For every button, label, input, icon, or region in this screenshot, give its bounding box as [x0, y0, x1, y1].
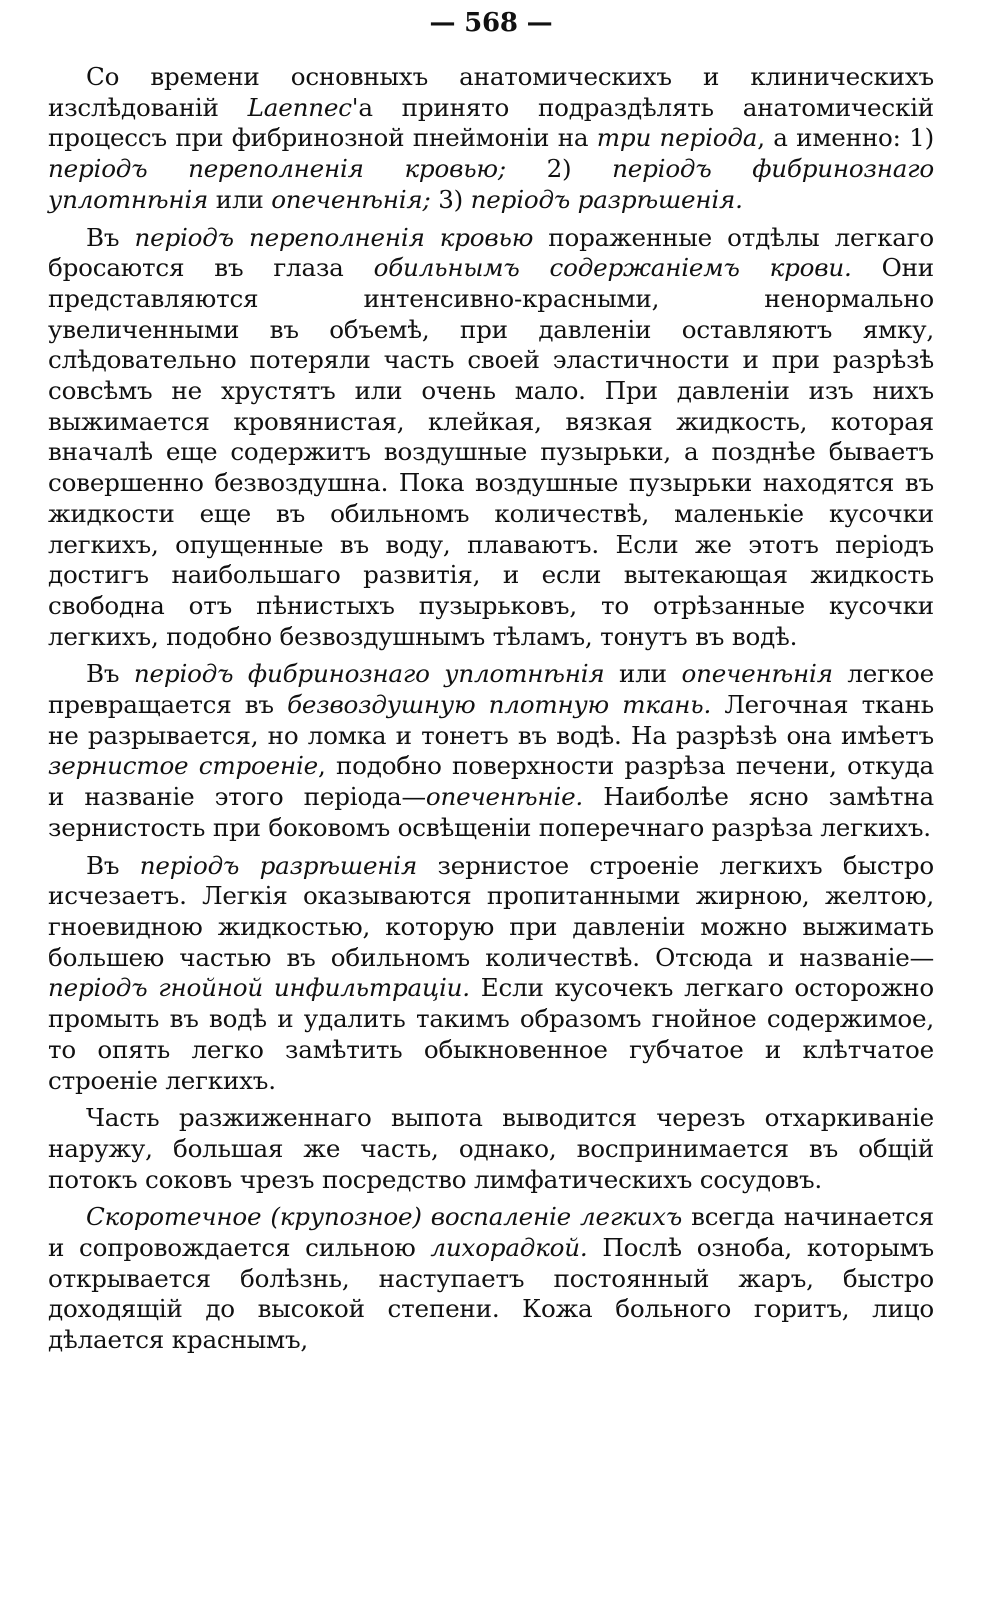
text-run: Послѣ озноба, которымъ открывается болѣзнь, наступаетъ постоянный жаръ, быстро доходящій до высокой степени. Кожа больного горитъ, лицо дѣлается краснымъ, [48, 1233, 934, 1355]
text-run: , а именно: 1) [757, 123, 934, 153]
text-run: , подобно поверхности разрѣза печени, откуда и названіе этого періода— [48, 751, 934, 812]
paragraph-congestion-period [48, 223, 934, 653]
italic-text-run: періодъ фибринознаго уплотнѣнія [133, 659, 605, 689]
italic-text-run: періодъ гнойной инфильтраціи. [48, 973, 470, 1003]
italic-text-run: періодъ переполненія кровью; [48, 154, 506, 184]
text-run: Въ [86, 850, 140, 880]
text-run: всегда начинается и сопровождается сильною [48, 1202, 934, 1263]
italic-text-run: обильнымъ содержаніемъ крови. [373, 253, 852, 283]
italic-text-run: Laennec [247, 92, 352, 122]
text-run: 'а принято подраздѣлять анатомическій процессъ при фибринозной пнеймоніи на [48, 92, 935, 153]
italic-text-run: безвоздушную плотную ткань. [287, 690, 712, 720]
text-run: Въ [86, 659, 134, 689]
paragraph-anatomical-stages [48, 62, 934, 216]
text-run: Со времени основныхъ анатомическихъ и клиническихъ изслѣдованій [48, 62, 934, 122]
italic-text-run: лихорадкой. [430, 1233, 588, 1263]
italic-text-run: опеченѣнія; [271, 184, 431, 214]
paragraph-fever-onset [48, 1202, 934, 1356]
text-run: Легочная ткань не разрывается, но ломка и тонетъ въ водѣ. На разрѣзѣ она имѣетъ [48, 690, 934, 750]
text-run: пораженные отдѣлы легкаго бросаются въ глаза [48, 222, 934, 283]
italic-text-run: три періода [596, 123, 758, 153]
paragraph-resolution-period [48, 851, 934, 1097]
paragraph-exudate [48, 1103, 934, 1195]
text-run: Наиболѣе ясно замѣтна зернистость при боковомъ освѣщеніи поперечнаго разрѣза легкихъ. [48, 782, 934, 842]
italic-text-run: зернистое строеніе [48, 751, 318, 781]
italic-text-run: періодъ фибринознаго уплотнѣнія [48, 154, 934, 214]
italic-text-run: періодъ разрѣшенія [139, 850, 418, 880]
italic-text-run: Скоротечное (крупозное) воспаленіе легкихъ [86, 1202, 683, 1232]
text-run: легкое превращается въ [48, 659, 934, 720]
italic-text-run: опеченѣнія [681, 659, 833, 689]
page-number: — 568 — [429, 8, 553, 38]
text-run: Если кусочекъ легкаго осторожно промыть въ водѣ и удалить такимъ образомъ гнойное содержимое, то опять легко замѣтить обыкновенное губчатое и клѣтчатое строеніе легкихъ. [48, 973, 934, 1095]
text-run: Они представляются интенсивно-красными, ненормально увеличенными въ объемѣ, при давленіи оставляютъ ямку, слѣдовательно потеряли часть своей эластичности и при разрѣзѣ совсѣмъ не хрустятъ или очень мало. При давленіи изъ нихъ выжимается кровянистая, клейкая, вязкая жидкость, которая вначалѣ еще содержитъ воздушные пузырьки, а позднѣе бываетъ совершенно безвоздушна. Пока воздушные пузырьки находятся въ жидкости еще въ обильномъ количествѣ, маленькіе кусочки легкихъ, опущенные въ воду, плаваютъ. Если же этотъ періодъ достигъ наибольшаго развитія, и если вытекающая жидкость свободна отъ пѣнистыхъ пузырьковъ, то отрѣзанные кусочки легкихъ, подобно безвоздушнымъ тѣламъ, тонутъ въ водѣ. [48, 253, 935, 651]
italic-text-run: опеченѣніе. [425, 782, 584, 812]
text-run: 3) [430, 184, 471, 214]
text-run: 2) [505, 154, 613, 184]
text-run: или [208, 184, 272, 214]
italic-text-run: періодъ разрѣшенія. [470, 184, 743, 214]
text-run: Въ [86, 222, 135, 252]
italic-text-run: періодъ переполненія кровью [134, 222, 534, 252]
text-run: или [604, 659, 682, 689]
text-run: Часть разжиженнаго выпота выводится черезъ отхаркиваніе наружу, большая же часть, однако, воспринимается въ общій потокъ соковъ чрезъ посредство лимфатическихъ сосудовъ. [48, 1103, 934, 1194]
paragraph-hepatization-period [48, 659, 934, 843]
text-run: зернистое строеніе легкихъ быстро исчезаетъ. Легкія оказываются пропитанными жирною, желтою, гноевидною жидкостью, которую при давленіи можно выжимать большею частью въ обильномъ количествѣ. Отсюда и названіе— [48, 850, 934, 972]
